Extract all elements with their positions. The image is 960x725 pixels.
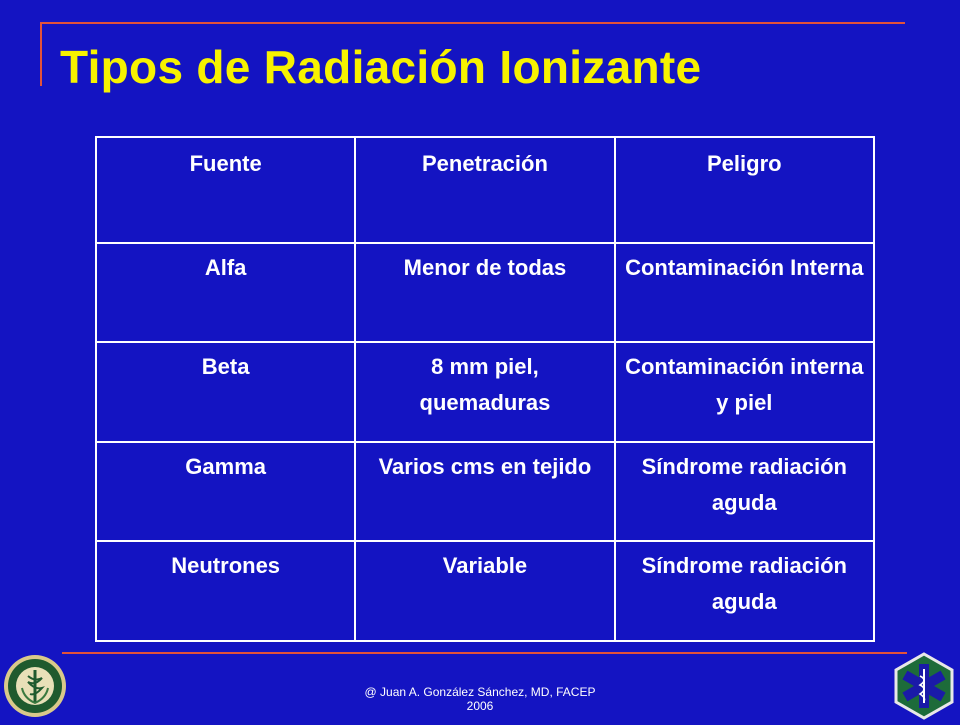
bottom-accent-line: [62, 652, 907, 654]
table-cell: Síndrome radiación aguda: [615, 442, 874, 542]
table-cell: 8 mm piel, quemaduras: [355, 342, 614, 442]
table-row-gamma: [96, 442, 874, 542]
footer-year: 2006: [466, 699, 494, 713]
table-row-neutrones: [96, 541, 874, 641]
table-cell: Beta: [96, 342, 355, 442]
table-cell: Neutrones: [96, 541, 355, 641]
radiation-table: [95, 136, 875, 642]
header-penetracion: Penetración: [355, 137, 614, 243]
table-row-beta: [96, 342, 874, 442]
left-accent-line: [40, 22, 42, 86]
header-peligro: Peligro: [615, 137, 874, 243]
table-cell: Contaminación interna y piel: [615, 342, 874, 442]
footer-credit: [300, 685, 660, 713]
table-cell: Menor de todas: [355, 243, 614, 343]
star-of-life-icon: [890, 652, 958, 720]
header-fuente: Fuente: [96, 137, 355, 243]
top-accent-line: [40, 22, 905, 24]
table-cell: Alfa: [96, 243, 355, 343]
table-cell: Gamma: [96, 442, 355, 542]
slide-title: Tipos de Radiación Ionizante: [60, 41, 702, 93]
school-seal-icon: [2, 648, 68, 720]
table-header-row: [96, 137, 874, 243]
table-row-alfa: [96, 243, 874, 343]
table-cell: Varios cms en tejido: [355, 442, 614, 542]
table-cell: Contaminación Interna: [615, 243, 874, 343]
footer-author: @ Juan A. González Sánchez, MD, FACEP: [364, 685, 596, 699]
table-cell: Variable: [355, 541, 614, 641]
table-cell: Síndrome radiación aguda: [615, 541, 874, 641]
